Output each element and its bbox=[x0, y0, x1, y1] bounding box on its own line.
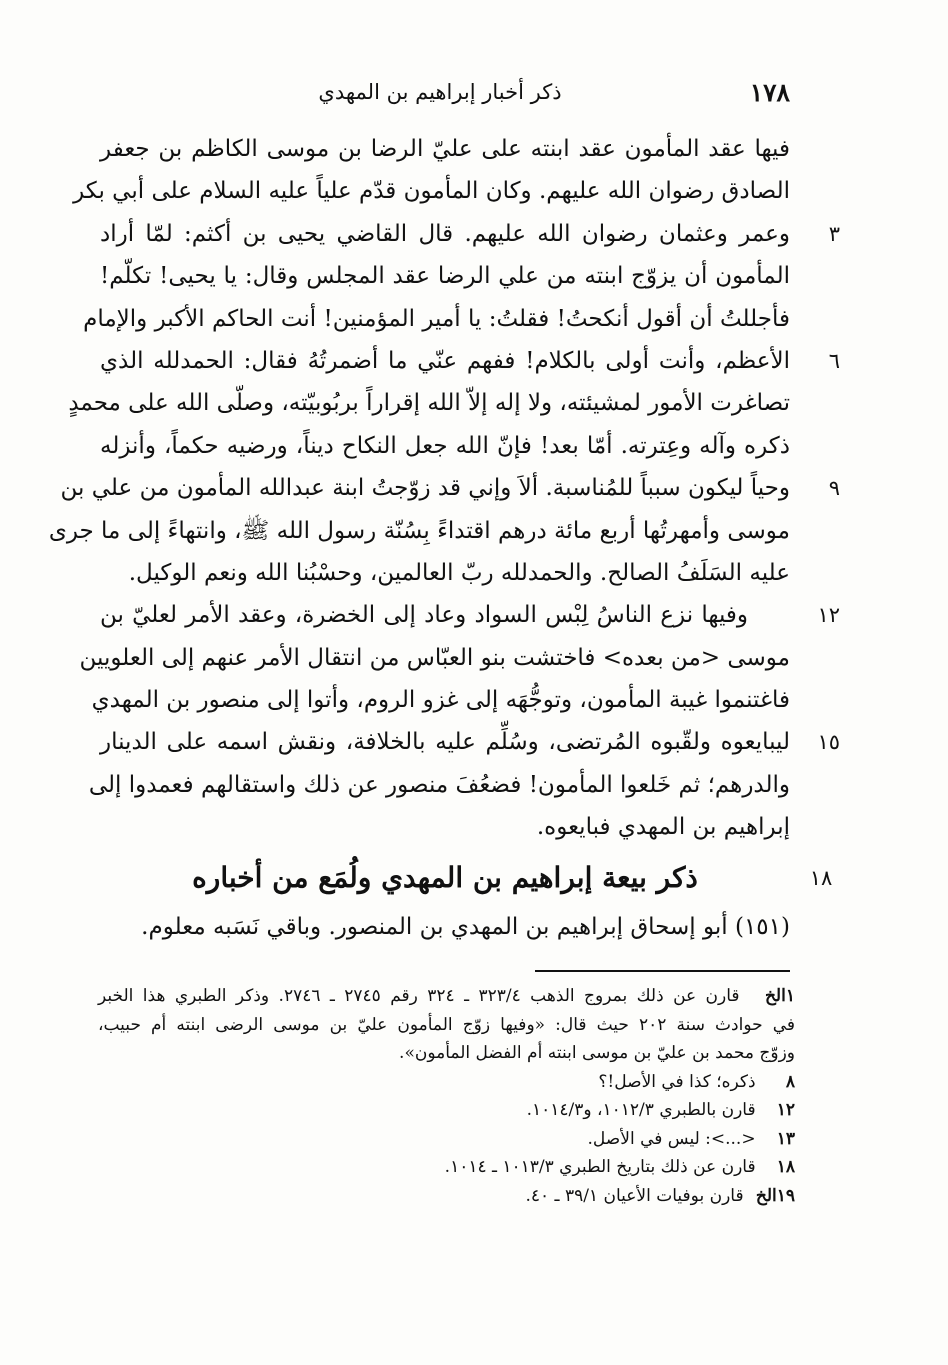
body-lines bbox=[48, 128, 840, 849]
line-text: الصادق رضوان الله عليهم. وكان المأمون قدّم علياً عليه السلام على أبي بكر bbox=[73, 178, 790, 205]
line-text: الأعظم، وأنت أولى بالكلام! ففهم عنّي ما أضمرتُهُ فقال: الحمدلله الذي bbox=[100, 347, 790, 374]
footnote-text: قارن عن ذلك بتاريخ الطبري ١٠١٣/٣ ـ ١٠١٤. bbox=[444, 1157, 756, 1177]
body-text bbox=[48, 128, 840, 947]
section-heading-row bbox=[100, 849, 833, 907]
footnote bbox=[98, 1125, 795, 1154]
text-line bbox=[91, 679, 790, 721]
footnote-ref: ١٢ bbox=[776, 1100, 795, 1120]
line-text: موسى <من بعده> فاختشت بنو العبّاس من انتقال الأمر عنهم إلى العلويين bbox=[79, 644, 790, 671]
biography-entry: (١٥١) أبو إسحاق إبراهيم بن المهدي بن المنصور. وباقي نَسَبه معلوم. bbox=[141, 913, 790, 940]
line-text: ليبايعوه ولقّبوه المُرتضى، وسُلِّم عليه بالخلافة، ونقش اسمه على الدينار bbox=[100, 729, 790, 756]
text-line bbox=[100, 425, 790, 467]
line-text: عليه السَلَفُ الصالح. والحمدلله ربّ العالمين، وحسْبُنا الله ونعم الوكيل. bbox=[128, 559, 790, 586]
line-text: موسى وأمهرتُها أربع مائة درهم اقتداءً بِسُنّة رسول الله ﷺ، وانتهاءً إلى ما جرى bbox=[48, 517, 790, 544]
footnote-text: ذكره؛ كذا في الأصل!؟ bbox=[598, 1071, 756, 1092]
footnote-ref: ٨ bbox=[785, 1071, 795, 1092]
text-line bbox=[100, 594, 840, 636]
footnote bbox=[98, 1182, 795, 1211]
footnote-rule bbox=[535, 970, 790, 972]
line-number: ٩ bbox=[828, 476, 840, 501]
line-number: ٣ bbox=[828, 221, 840, 246]
line-text: إبراهيم بن المهدي فبايعوه. bbox=[536, 814, 790, 841]
text-line bbox=[60, 467, 840, 509]
line-text: وفيها نزع الناسُ لِبْس السواد وعاد إلى الخضرة، وعقد الأمر لعليّ بن bbox=[100, 602, 748, 629]
text-line bbox=[73, 170, 790, 212]
footnote-ref: ١الخ bbox=[764, 986, 795, 1006]
text-line bbox=[100, 255, 790, 297]
text-line bbox=[100, 806, 790, 848]
text-line bbox=[83, 298, 790, 340]
footnote bbox=[98, 1153, 795, 1182]
line-number: ٦ bbox=[828, 348, 840, 373]
line-text: فاغتنموا غيبة المأمون، وتوجُّهَه إلى غزو الروم، وأتوا إلى منصور بن المهدي bbox=[91, 687, 790, 714]
footnote-text: <...>: ليس في الأصل. bbox=[587, 1128, 756, 1149]
footnote bbox=[98, 1039, 795, 1068]
line-text: والدرهم؛ ثم خَلعوا المأمون! فضعُفَ منصور عن ذلك واستقالهم فعمدوا إلى bbox=[88, 771, 790, 798]
text-line bbox=[100, 213, 840, 255]
text-line bbox=[88, 764, 790, 806]
text-line bbox=[100, 721, 840, 763]
page-header bbox=[60, 78, 790, 118]
footnote-text: وزوّج محمد بن عليّ بن موسى ابنته أم الفضل المأمون». bbox=[399, 1043, 795, 1063]
footnote-text: قارن بالطبري ١٠١٢/٣، و١٠١٤/٣. bbox=[526, 1100, 756, 1120]
line-text: فأجللتُ أن أقول أنكحتُ! فقلتُ: يا أمير المؤمنين! أنت الحاكم الأكبر والإمام bbox=[83, 305, 790, 332]
footnote-ref: ١٣ bbox=[776, 1128, 795, 1149]
line-text: وحياً ليكون سبباً للمُناسبة. ألاَ وإني قد زوّجتُ ابنة عبدالله المأمون من علي بن bbox=[60, 475, 790, 502]
line-text: تصاغرت الأمور لمشيئته، ولا إله إلاّ الله إقراراً بربُوبيّته، وصلّى الله على محمدٍ bbox=[68, 390, 790, 417]
running-title: ذكر أخبار إبراهيم بن المهدي bbox=[318, 80, 562, 104]
footnote-ref: ١٩الخ bbox=[755, 1185, 795, 1206]
text-line bbox=[68, 382, 790, 424]
footnote bbox=[98, 982, 795, 1011]
footnote-ref: ١٨ bbox=[776, 1157, 795, 1177]
line-number: ١٨ bbox=[809, 865, 833, 890]
text-line bbox=[100, 128, 790, 170]
line-text: فيها عقد المأمون عقد ابنته على عليّ الرضا بن موسى الكاظم بن جعفر bbox=[100, 136, 790, 162]
text-line bbox=[79, 637, 790, 679]
text-line bbox=[48, 510, 790, 552]
line-text: وعمر وعثمان رضوان الله عليهم. قال القاضي يحيى بن أكثم: لمّا أراد bbox=[100, 220, 790, 247]
footnote bbox=[98, 1011, 795, 1040]
line-text: المأمون أن يزوّج ابنته من علي الرضا عقد المجلس وقال: يا يحيى! تكلّم! bbox=[100, 263, 790, 290]
text-line bbox=[100, 340, 840, 382]
footnote-text: في حوادث سنة ٢٠٢ حيث قال: «وفيها زوّج المأمون عليّ بن موسى الرضى ابنته أم حبيب، bbox=[98, 1014, 795, 1035]
footnote bbox=[98, 1096, 795, 1125]
page-number: ١٧٨ bbox=[749, 78, 790, 107]
footnote-text: قارن عن ذلك بمروج الذهب ٣٢٣/٤ ـ ٣٢٤ رقم ٢٧٤٥ ـ ٢٧٤٦. وذكر الطبري هذا الخبر bbox=[98, 986, 740, 1006]
line-number: ١٥ bbox=[817, 730, 840, 755]
footnote-text: قارن بوفيات الأعيان ٣٩/١ ـ ٤٠. bbox=[525, 1185, 744, 1206]
line-number: ١٢ bbox=[817, 603, 840, 628]
section-heading: ذكر بيعة إبراهيم بن المهدي ولُمَع من أخباره bbox=[192, 860, 698, 894]
footnotes bbox=[98, 982, 795, 1210]
footnote bbox=[98, 1068, 795, 1097]
text-line bbox=[100, 552, 790, 594]
line-text: ذكره وآله وعِترته. أمّا بعد! فإنّ الله جعل النكاح ديناً، ورضيه حكماً، وأنزله bbox=[100, 432, 790, 459]
